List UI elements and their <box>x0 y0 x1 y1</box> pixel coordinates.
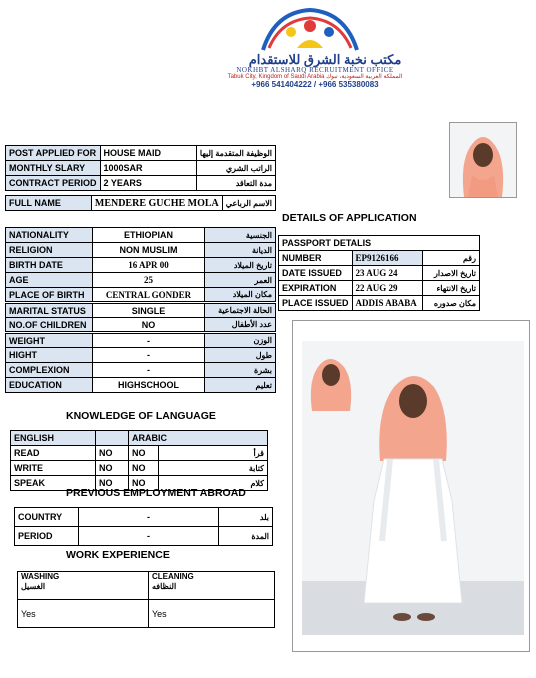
company-name-ar: مكتب نخبة الشرق للاستقدام <box>248 52 402 67</box>
language-heading: KNOWLEDGE OF LANGUAGE <box>66 410 216 422</box>
personal-row <box>6 243 276 258</box>
employment-label: PERIOD <box>15 527 79 546</box>
personal-value: 25 <box>93 273 205 288</box>
language-col-arabic: ARABIC <box>129 431 268 446</box>
passport-value: ADDIS ABABA <box>352 296 422 311</box>
full-name-value: MENDERE GUCHE MOLA <box>91 196 222 211</box>
language-row <box>11 446 268 461</box>
passport-row <box>279 296 480 311</box>
personal-label-ar: تعليم <box>205 378 276 393</box>
full-name-table <box>5 195 276 211</box>
passport-table <box>278 235 480 311</box>
job-label: POST APPLIED FOR <box>6 146 101 161</box>
employment-value: - <box>79 508 219 527</box>
personal-label-ar: عدد الأطفال <box>205 318 276 333</box>
personal-label-ar: مكان الميلاد <box>205 288 276 303</box>
experience-cleaning-header: CLEANING النظافه <box>149 572 275 600</box>
job-value: 1000SAR <box>100 161 196 176</box>
passport-row <box>279 266 480 281</box>
employment-row <box>15 527 273 546</box>
language-english-value: NO <box>96 476 129 491</box>
personal-label: AGE <box>6 273 93 288</box>
passport-label: PLACE ISSUED <box>279 296 353 311</box>
personal-label: MARITAL STATUS <box>6 303 93 318</box>
personal-label: WEIGHT <box>6 333 93 348</box>
job-label-ar: الوظيفة المتقدمة إليها <box>196 146 275 161</box>
details-heading: DETAILS OF APPLICATION <box>282 212 417 224</box>
language-skill-label: WRITE <box>11 461 96 476</box>
applicant-photo-small <box>449 122 517 198</box>
language-skill-label: READ <box>11 446 96 461</box>
passport-label-ar: تاريخ الاصدار <box>422 266 479 281</box>
job-table <box>5 145 276 191</box>
personal-value: - <box>93 363 205 378</box>
passport-label: EXPIRATION <box>279 281 353 296</box>
passport-title: PASSPORT DETALIS <box>279 236 480 251</box>
experience-table <box>17 571 275 628</box>
full-name-ar: الاسم الرباعي <box>222 196 275 211</box>
full-name-label: FULL NAME <box>6 196 92 211</box>
personal-label: NATIONALITY <box>6 228 93 243</box>
personal-label: RELIGION <box>6 243 93 258</box>
passport-label-ar: مكان صدوره <box>422 296 479 311</box>
language-row <box>11 461 268 476</box>
personal-label: HIGHT <box>6 348 93 363</box>
job-row <box>6 146 276 161</box>
language-arabic-value: NO <box>129 446 159 461</box>
language-table <box>10 430 268 491</box>
personal-value: HIGHSCHOOL <box>93 378 205 393</box>
personal-label: COMPLEXION <box>6 363 93 378</box>
employment-value: - <box>79 527 219 546</box>
employment-row <box>15 508 273 527</box>
experience-cleaning-value: Yes <box>149 600 275 628</box>
language-skill-label: SPEAK <box>11 476 96 491</box>
personal-row <box>6 303 276 318</box>
job-label: CONTRACT PERIOD <box>6 176 101 191</box>
job-label: MONTHLY SLARY <box>6 161 101 176</box>
personal-value: CENTRAL GONDER <box>93 288 205 303</box>
experience-washing-value: Yes <box>18 600 149 628</box>
personal-label: NO.OF CHILDREN <box>6 318 93 333</box>
passport-value: 23 AUG 24 <box>352 266 422 281</box>
personal-value: - <box>93 333 205 348</box>
passport-row <box>279 281 480 296</box>
language-skill-ar: كلام <box>159 476 268 491</box>
company-name-en: NOKHBT ALSHARQ RECRUITMENT OFFICE <box>236 66 394 74</box>
personal-label-ar: الجنسية <box>205 228 276 243</box>
job-value: HOUSE MAID <box>100 146 196 161</box>
passport-label: DATE ISSUED <box>279 266 353 281</box>
personal-row <box>6 378 276 393</box>
personal-value: ETHIOPIAN <box>93 228 205 243</box>
language-skill-ar: كتابة <box>159 461 268 476</box>
personal-row <box>6 333 276 348</box>
company-phones: +966 541404222 / +966 535380083 <box>251 80 379 89</box>
personal-label-ar: الديانة <box>205 243 276 258</box>
personal-label: EDUCATION <box>6 378 93 393</box>
applicant-photo-full <box>292 320 530 652</box>
personal-value: 16 APR 00 <box>93 258 205 273</box>
personal-label-ar: طول <box>205 348 276 363</box>
personal-label-ar: الوزن <box>205 333 276 348</box>
job-row <box>6 176 276 191</box>
personal-row <box>6 273 276 288</box>
personal-label-ar: العمر <box>205 273 276 288</box>
job-row <box>6 161 276 176</box>
personal-value: NO <box>93 318 205 333</box>
language-arabic-value: NO <box>129 476 159 491</box>
personal-value: - <box>93 348 205 363</box>
personal-row <box>6 228 276 243</box>
personal-value: NON MUSLIM <box>93 243 205 258</box>
passport-row <box>279 251 480 266</box>
employment-table <box>14 507 273 546</box>
job-value: 2 YEARS <box>100 176 196 191</box>
personal-label-ar: الحالة الاجتماعية <box>205 303 276 318</box>
language-english-value: NO <box>96 446 129 461</box>
personal-row <box>6 363 276 378</box>
job-label-ar: الراتب الشري <box>196 161 275 176</box>
experience-heading: WORK EXPERIENCE <box>66 549 170 561</box>
personal-row <box>6 288 276 303</box>
language-skill-ar: قرأ <box>159 446 268 461</box>
personal-label: BIRTH DATE <box>6 258 93 273</box>
personal-value: SINGLE <box>93 303 205 318</box>
employment-label: COUNTRY <box>15 508 79 527</box>
personal-label-ar: بشرة <box>205 363 276 378</box>
employment-label-ar: بلد <box>219 508 273 527</box>
language-english-value: NO <box>96 461 129 476</box>
passport-label: NUMBER <box>279 251 353 266</box>
personal-row <box>6 318 276 333</box>
personal-table <box>5 227 276 393</box>
employment-heading: PREVIOUS EMPLOYMENT ABROAD <box>66 487 246 499</box>
personal-row <box>6 258 276 273</box>
passport-label-ar: رقم <box>422 251 479 266</box>
passport-value: EP9126166 <box>352 251 422 266</box>
company-address: Tabuk City, Kingdom of Saudi Arabia المملكة العربية السعودية، تبوك <box>227 74 403 80</box>
personal-label-ar: تاريخ الميلاد <box>205 258 276 273</box>
personal-row <box>6 348 276 363</box>
employment-label-ar: المدة <box>219 527 273 546</box>
job-label-ar: مدة التعاقد <box>196 176 275 191</box>
language-arabic-value: NO <box>129 461 159 476</box>
experience-washing-header: WASHING الغسيل <box>18 572 149 600</box>
language-col-english: ENGLISH <box>11 431 96 446</box>
personal-label: PLACE OF BIRTH <box>6 288 93 303</box>
passport-value: 22 AUG 29 <box>352 281 422 296</box>
passport-label-ar: تاريخ الانتهاء <box>422 281 479 296</box>
